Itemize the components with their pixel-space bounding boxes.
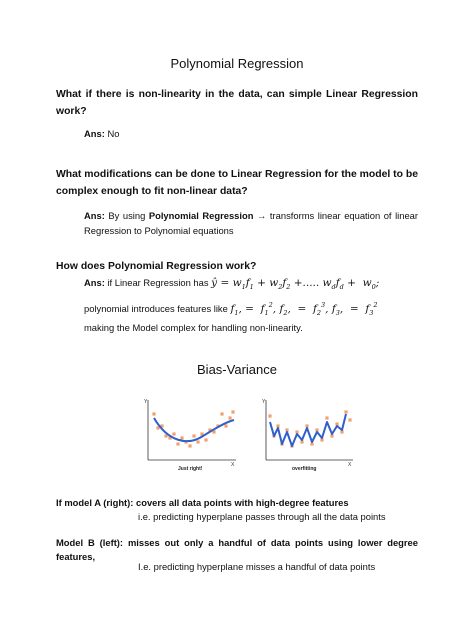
section-title-bias-variance: Bias-Variance <box>197 362 277 377</box>
page-title: Polynomial Regression <box>170 56 304 71</box>
scatter-point <box>348 418 351 421</box>
answer-1 <box>84 126 418 141</box>
scatter-point <box>176 442 179 445</box>
scatter-point <box>228 416 231 419</box>
scatter-point <box>231 410 234 413</box>
answer-3-label: Ans: <box>84 277 105 288</box>
right-panel <box>262 399 353 472</box>
scatter-point <box>172 432 175 435</box>
right-y-label: Y <box>262 399 266 405</box>
scatter-point <box>220 412 223 415</box>
model-b-heading: Model B (left): misses out only a handful of data points using lower degree features, <box>56 537 418 562</box>
model-a-text: i.e. predicting hyperplane passes through all the data points <box>138 511 386 522</box>
answer-1-label: Ans: <box>84 128 105 139</box>
scatter-point <box>344 410 347 413</box>
scatter-point <box>192 434 195 437</box>
answer-3-pre: if Linear Regression has <box>107 277 209 288</box>
left-panel <box>144 399 236 472</box>
scatter-point <box>224 424 227 427</box>
linear-equation: ŷ = $w_1f_1 + w_2f_2$ +..... $w_df_d + w_0$; <box>211 277 380 291</box>
left-y-label: Y <box>144 399 148 405</box>
answer-3-mid: polynomial introduces features like <box>84 303 228 314</box>
answer-1-text: No <box>107 128 120 139</box>
model-a-heading: If model A (right): covers all data points with high-degree features <box>56 497 349 508</box>
answer-3-line-1 <box>84 275 418 295</box>
question-1-full: What if there is non-linearity in the data, can simple Linear Regression work? <box>56 89 418 117</box>
scatter-point <box>204 438 207 441</box>
left-x-label: X <box>231 462 235 468</box>
left-caption: Just right! <box>178 466 203 472</box>
right-fit-curve <box>270 414 346 446</box>
question-3: How does Polynomial Regression work? <box>56 261 257 272</box>
scatter-point <box>152 412 155 415</box>
answer-2-bold: Polynomial Regression <box>148 210 254 221</box>
answer-2-post: → transforms linear equation of linear Regression to Polynomial equations <box>84 210 418 236</box>
bias-variance-figure <box>138 392 360 476</box>
left-fit-curve <box>154 418 234 441</box>
answer-3-line-3: making the Model complex for handling non-linearity. <box>84 322 303 333</box>
scatter-point <box>196 440 199 443</box>
scatter-point <box>268 414 271 417</box>
answer-2 <box>84 208 418 238</box>
answer-3-line-2 <box>84 298 418 321</box>
answer-2-label: Ans: <box>84 210 105 221</box>
scatter-point <box>188 444 191 447</box>
right-x-label: X <box>348 462 352 468</box>
scatter-point <box>325 416 328 419</box>
model-b-text: I.e. predicting hyperplane misses a handful of data points <box>138 561 376 572</box>
scatter-point <box>180 436 183 439</box>
left-data-points <box>152 410 234 447</box>
question-2: What modifications can be done to Linear Regression for the model to be complex enough to fit non-linear data? <box>56 169 418 197</box>
polynomial-features: $f_1$, = $f_1^2$, $f_2$, = $f_2^3$, $f_3$, = $f_3^2$ <box>230 301 378 317</box>
right-caption: overfitting <box>292 466 317 472</box>
answer-2-pre: By using <box>108 210 146 221</box>
